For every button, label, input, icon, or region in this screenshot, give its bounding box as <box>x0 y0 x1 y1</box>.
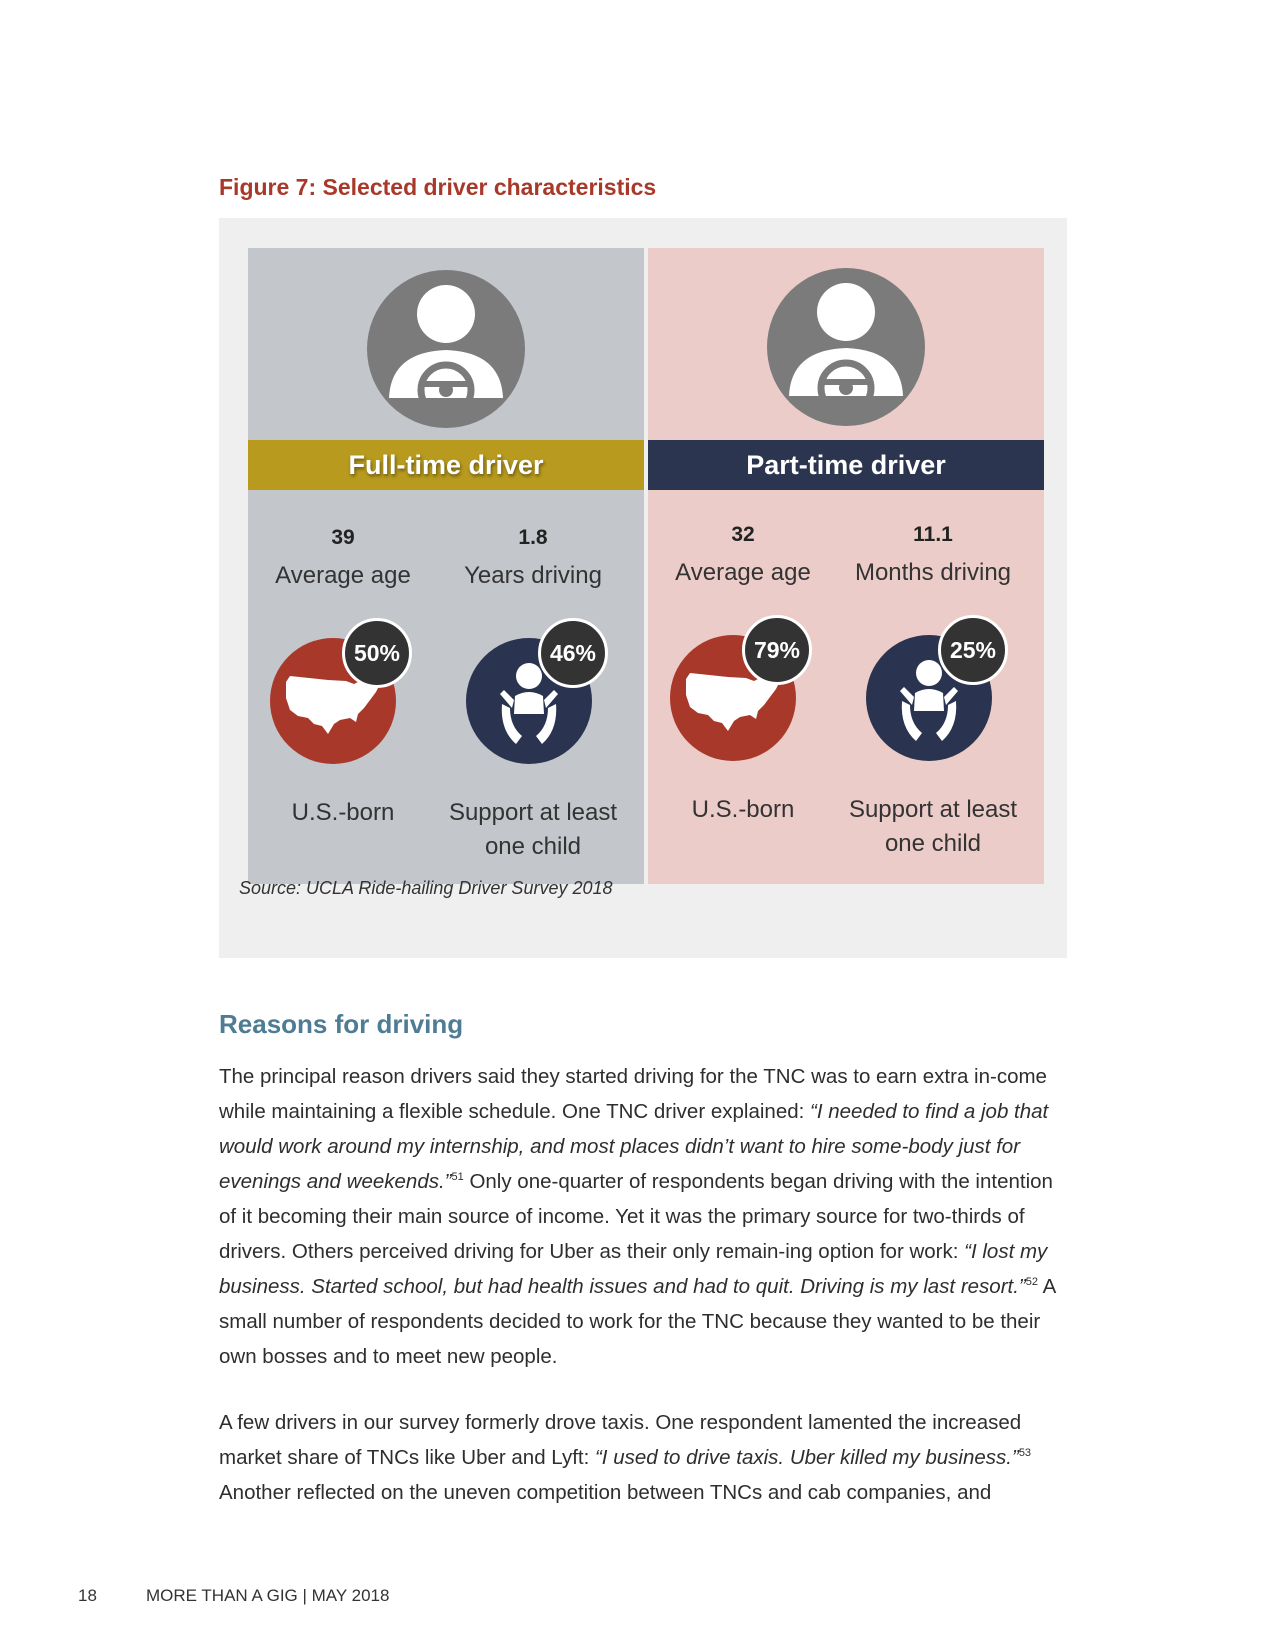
part-time-panel <box>648 248 1044 884</box>
years-driving-value: 1.8 <box>518 526 548 549</box>
months-driving-stat <box>838 523 1028 587</box>
text-run: Another reflected on the uneven competition between TNCs and cab companies, and <box>219 1481 992 1504</box>
average-age-stat <box>648 523 838 587</box>
text-run: A few drivers in our survey formerly drove taxis. One respondent lamented the increased market share of TNCs like Uber and Lyft: <box>219 1411 1022 1469</box>
months-driving-value: 11.1 <box>913 523 953 546</box>
child-label <box>438 796 628 864</box>
quote: “I needed to find a job that would work around my internship, and most places didn’t want to hire some-body just for evenings and weekends.” <box>219 1100 1049 1193</box>
part-time-banner: Part-time driver <box>648 440 1044 490</box>
child-percent-badge: 25% <box>938 615 1008 685</box>
child-label-line1: Support at least <box>448 799 618 826</box>
us-born-circle <box>270 638 401 764</box>
page-number: 18 <box>78 1586 97 1605</box>
us-born-circle <box>670 635 801 761</box>
us-born-label: U.S.-born <box>691 796 795 823</box>
figure-source: Source: UCLA Ride-hailing Driver Survey 2018 <box>239 878 613 898</box>
footnote-ref: 52 <box>1025 1276 1038 1288</box>
text-run: The principal reason drivers said they started driving for the TNC was to earn extra in-come while maintaining a flexible schedule. One TNC driver explained: <box>219 1065 1047 1123</box>
average-age-label: Average age <box>275 562 411 589</box>
full-time-panel <box>248 248 644 884</box>
average-age-value: 39 <box>331 526 355 549</box>
months-driving-label: Months driving <box>854 559 1012 586</box>
us-born-percent-badge: 79% <box>742 615 812 685</box>
driver-icon <box>367 270 525 428</box>
full-time-banner: Full-time driver <box>248 440 644 490</box>
quote: “I used to drive taxis. Uber killed my business.” <box>594 1446 1019 1469</box>
body-paragraph <box>219 1059 1069 1374</box>
child-label <box>838 793 1028 861</box>
average-age-value: 32 <box>731 523 755 546</box>
child-support-circle <box>866 635 997 761</box>
text-run: A small number of respondents decided to work for the TNC because they wanted to be their own bosses and to meet new people. <box>219 1275 1056 1368</box>
figure-title: Figure 7: Selected driver characteristics <box>219 174 657 200</box>
child-label-line1: Support at least <box>848 796 1018 823</box>
child-percent-badge: 46% <box>538 618 608 688</box>
body-paragraph <box>219 1405 1069 1510</box>
years-driving-stat <box>438 526 628 590</box>
us-born-label: U.S.-born <box>291 799 395 826</box>
footnote-ref: 51 <box>451 1171 464 1183</box>
footnote-ref: 53 <box>1018 1447 1032 1459</box>
running-footer: MORE THAN A GIG | MAY 2018 <box>146 1586 390 1605</box>
section-heading: Reasons for driving <box>219 1009 464 1039</box>
us-born-percent-badge: 50% <box>342 618 412 688</box>
driver-icon <box>767 268 925 426</box>
child-label-line2: one child <box>484 833 582 860</box>
quote: “I lost my business. Started school, but had health issues and had to quit. Driving is my last resort.” <box>219 1240 1048 1298</box>
child-support-circle <box>466 638 597 764</box>
child-label-line2: one child <box>884 830 982 857</box>
figure-container <box>219 218 1067 958</box>
average-age-stat <box>248 526 438 590</box>
text-run: Only one-quarter of respondents began driving with the intention of it becoming their main source of income. Yet it was the primary source for two-thirds of drivers. Others perceived driving for Uber as their only remain-ing option for work: <box>219 1170 1053 1263</box>
years-driving-label: Years driving <box>464 562 602 589</box>
average-age-label: Average age <box>675 559 811 586</box>
